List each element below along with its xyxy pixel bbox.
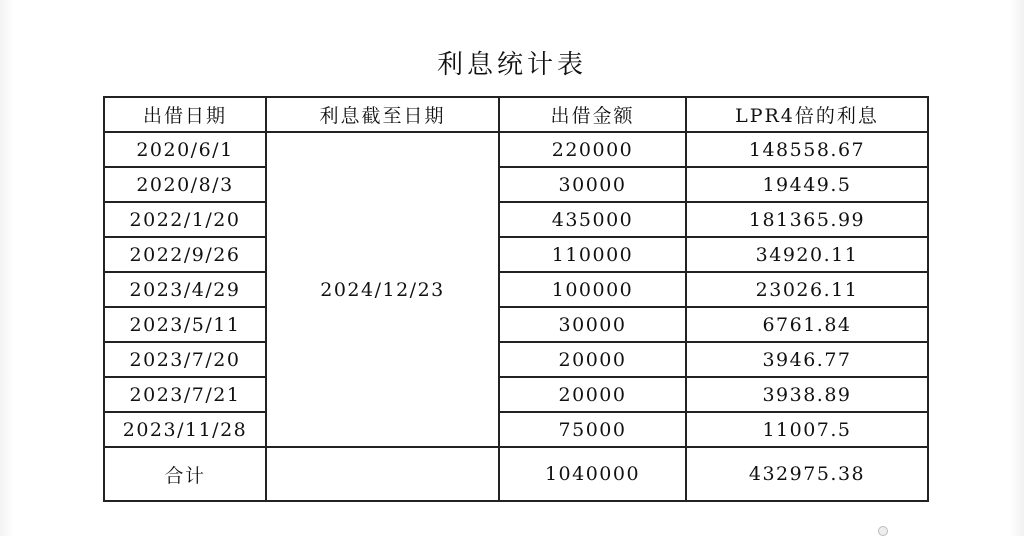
table-row: [104, 377, 928, 412]
cell-loan-amount: 110000: [499, 237, 686, 272]
table-row: [104, 342, 928, 377]
cell-interest: 34920.11: [686, 237, 928, 272]
header-lpr4-interest: LPR4倍的利息: [686, 97, 928, 132]
cell-loan-amount: 20000: [499, 377, 686, 412]
cell-interest: 23026.11: [686, 272, 928, 307]
cell-loan-date: 2023/11/28: [104, 412, 266, 447]
cell-interest: 181365.99: [686, 202, 928, 237]
table-row: [104, 412, 928, 447]
cell-loan-date: 2020/8/3: [104, 167, 266, 202]
header-loan-date: 出借日期: [104, 97, 266, 132]
total-label: 合计: [104, 447, 266, 501]
table-total-row: [104, 447, 928, 501]
cell-interest: 11007.5: [686, 412, 928, 447]
cell-loan-amount: 100000: [499, 272, 686, 307]
table-row: [104, 272, 928, 307]
header-loan-amount: 出借金额: [499, 97, 686, 132]
total-cutoff-empty: [266, 447, 499, 501]
table-row: [104, 202, 928, 237]
table-row: [104, 307, 928, 342]
cell-loan-date: 2022/9/26: [104, 237, 266, 272]
table-row: [104, 237, 928, 272]
total-amount: 1040000: [499, 447, 686, 501]
cell-interest: 3946.77: [686, 342, 928, 377]
header-interest-cutoff-date: 利息截至日期: [266, 97, 499, 132]
cell-interest: 3938.89: [686, 377, 928, 412]
cell-interest: 148558.67: [686, 132, 928, 167]
cell-loan-amount: 30000: [499, 307, 686, 342]
cell-loan-amount: 20000: [499, 342, 686, 377]
cell-loan-date: 2023/7/20: [104, 342, 266, 377]
cell-loan-date: 2023/4/29: [104, 272, 266, 307]
cell-interest: 19449.5: [686, 167, 928, 202]
table-row: [104, 132, 928, 167]
page-title: 利息统计表: [436, 50, 587, 80]
cell-loan-date: 2023/7/21: [104, 377, 266, 412]
cell-loan-date: 2023/5/11: [104, 307, 266, 342]
cell-loan-amount: 435000: [499, 202, 686, 237]
cell-loan-amount: 30000: [499, 167, 686, 202]
cell-interest: 6761.84: [686, 307, 928, 342]
interest-statistics-table: [103, 96, 929, 502]
table-row: [104, 167, 928, 202]
cell-loan-amount: 75000: [499, 412, 686, 447]
cell-interest-cutoff-date: 2024/12/23: [266, 132, 499, 447]
cell-loan-amount: 220000: [499, 132, 686, 167]
table-header-row: [104, 97, 928, 132]
total-interest: 432975.38: [686, 447, 928, 501]
cell-loan-date: 2022/1/20: [104, 202, 266, 237]
cell-loan-date: 2020/6/1: [104, 132, 266, 167]
scan-dot-mark: [878, 526, 888, 536]
